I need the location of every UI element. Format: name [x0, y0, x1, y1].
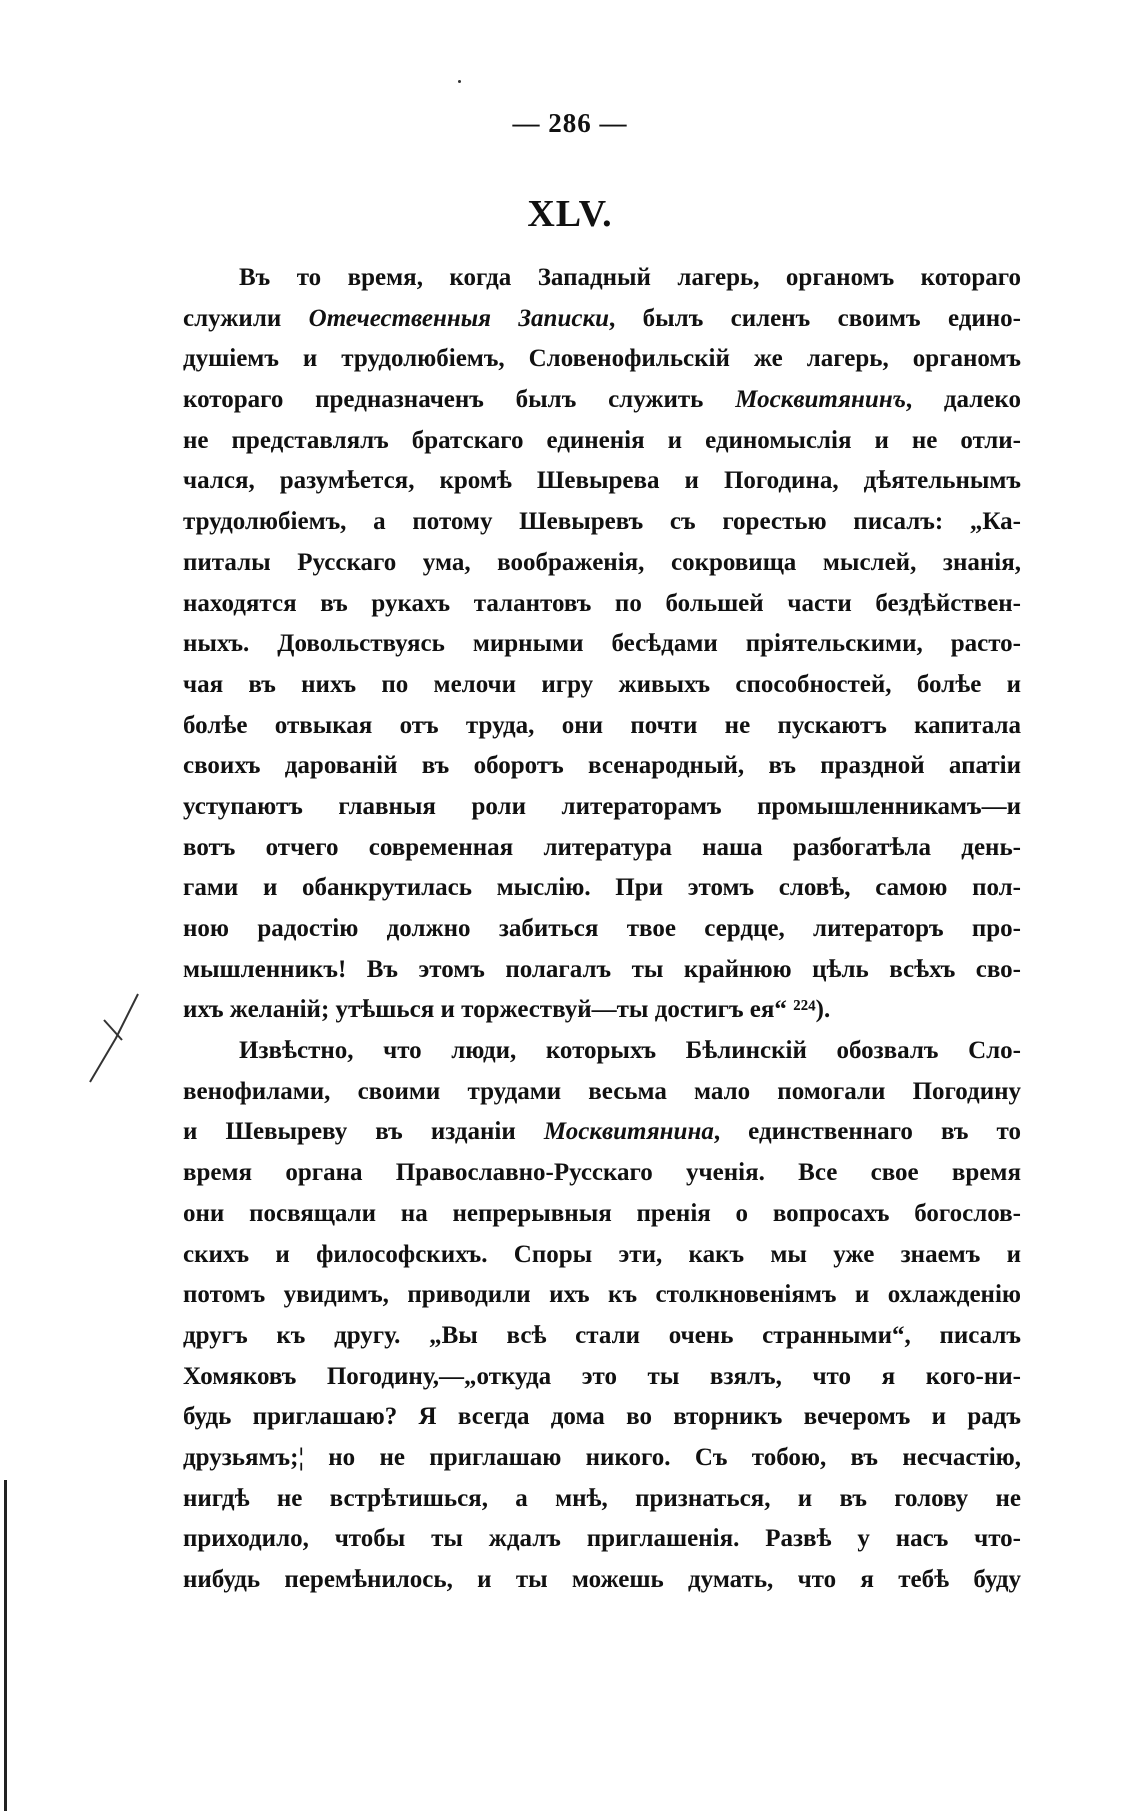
text-line: уступаютъ главныя роли литераторамъ промышленникамъ—и [183, 792, 1021, 820]
text-line: нибудь перемѣнилось, и ты можешь думать, что я тебѣ буду [183, 1566, 1021, 1593]
text-line: венофилами, своими трудами весьма мало помогали Погодину [183, 1077, 1021, 1105]
text-line: ихъ желаній; утѣшься и торжествуй—ты достигъ ея“ ²²⁴). [183, 996, 831, 1024]
chapter-heading: XLV. [527, 193, 613, 235]
text-line: время органа Православно-Русскаго ученія. Все свое время [183, 1159, 1021, 1187]
italic-title: Отечественныя Записки [308, 304, 610, 332]
text-line: своихъ дарованій въ оборотъ всенародный, въ праздной апатіи [183, 752, 1021, 780]
text-line-start: служили [183, 304, 309, 332]
text-line: потомъ увидимъ, приводили ихъ къ столкновеніямъ и охлажденію [183, 1281, 1021, 1309]
text-line: другъ къ другу. „Вы всѣ стали очень странными“, писалъ [183, 1321, 1021, 1349]
text-line-end: , единственнаго въ то [713, 1118, 1021, 1146]
text-line: скихъ и философскихъ. Споры эти, какъ мы уже знаемъ и [183, 1240, 1021, 1268]
text-line-end: , былъ силенъ своимъ едино- [609, 304, 1021, 332]
page-number: — 286 — [512, 108, 628, 138]
text-line: они посвящали на непрерывныя пренія о вопросахъ богослов- [183, 1199, 1021, 1227]
text-line: ною радостію должно забиться твое сердце, литераторъ про- [183, 915, 1021, 942]
pencil-margin-mark [86, 990, 146, 1090]
ink-speck [458, 80, 461, 83]
text-line: будь приглашаю? Я всегда дома во вторникъ вечеромъ и радъ [183, 1403, 1021, 1431]
text-line: чался, разумѣется, кромѣ Шевырева и Погодина, дѣятельнымъ [183, 467, 1021, 495]
text-line [183, 380, 1021, 421]
text-line-start: котораго предназначенъ былъ служить [183, 386, 736, 414]
body-text [183, 258, 1021, 1601]
page-edge-rule [4, 1480, 7, 1811]
text-line: болѣе отвыкая отъ труда, они почти не пускаютъ капитала [183, 711, 1021, 739]
text-line: находятся въ рукахъ талантовъ по большей части бездѣйствен- [183, 589, 1021, 617]
italic-title: Москвитянинъ [735, 386, 906, 414]
text-line-end: , далеко [905, 386, 1021, 414]
text-line [183, 299, 1021, 340]
text-line: друзьямъ;¦ но не приглашаю никого. Съ тобою, въ несчастію, [183, 1443, 1021, 1471]
text-line [183, 1112, 1021, 1153]
text-line: чая въ нихъ по мелочи игру живыхъ способностей, болѣе и [183, 670, 1021, 698]
italic-title: Москвитянина [543, 1118, 714, 1146]
text-line: гами и обанкрутилась мыслію. При этомъ словѣ, самою пол- [183, 874, 1021, 902]
text-line: не представлялъ братскаго единенія и единомыслія и не отли- [183, 426, 1021, 454]
text-line-start: и Шевыреву въ изданіи [183, 1118, 544, 1146]
text-line: вотъ отчего современная литература наша разбогатѣла день- [183, 833, 1021, 861]
text-line: душіемъ и трудолюбіемъ, Словенофильскій же лагерь, органомъ [183, 345, 1021, 373]
text-line: мышленникъ! Въ этомъ полагалъ ты крайнюю цѣль всѣхъ сво- [183, 955, 1021, 983]
text-line: питалы Русскаго ума, воображенія, сокровища мыслей, знанія, [183, 548, 1021, 576]
text-line: Въ то время, когда Западный лагерь, органомъ котораго [239, 264, 1021, 291]
text-line: нигдѣ не встрѣтишься, а мнѣ, признаться, и въ голову не [183, 1484, 1021, 1512]
text-line: Хомяковъ Погодину,—„откуда это ты взялъ, что я кого-ни- [183, 1362, 1021, 1390]
text-line: приходило, чтобы ты ждалъ приглашенія. Развѣ у насъ что- [183, 1525, 1021, 1553]
text-line: ныхъ. Довольствуясь мирными бесѣдами пріятельскими, расто- [183, 630, 1021, 658]
text-line: трудолюбіемъ, а потому Шевыревъ съ горестью писалъ: „Ка- [183, 508, 1021, 536]
text-line: Извѣстно, что люди, которыхъ Бѣлинскій обозвалъ Сло- [239, 1037, 1021, 1065]
